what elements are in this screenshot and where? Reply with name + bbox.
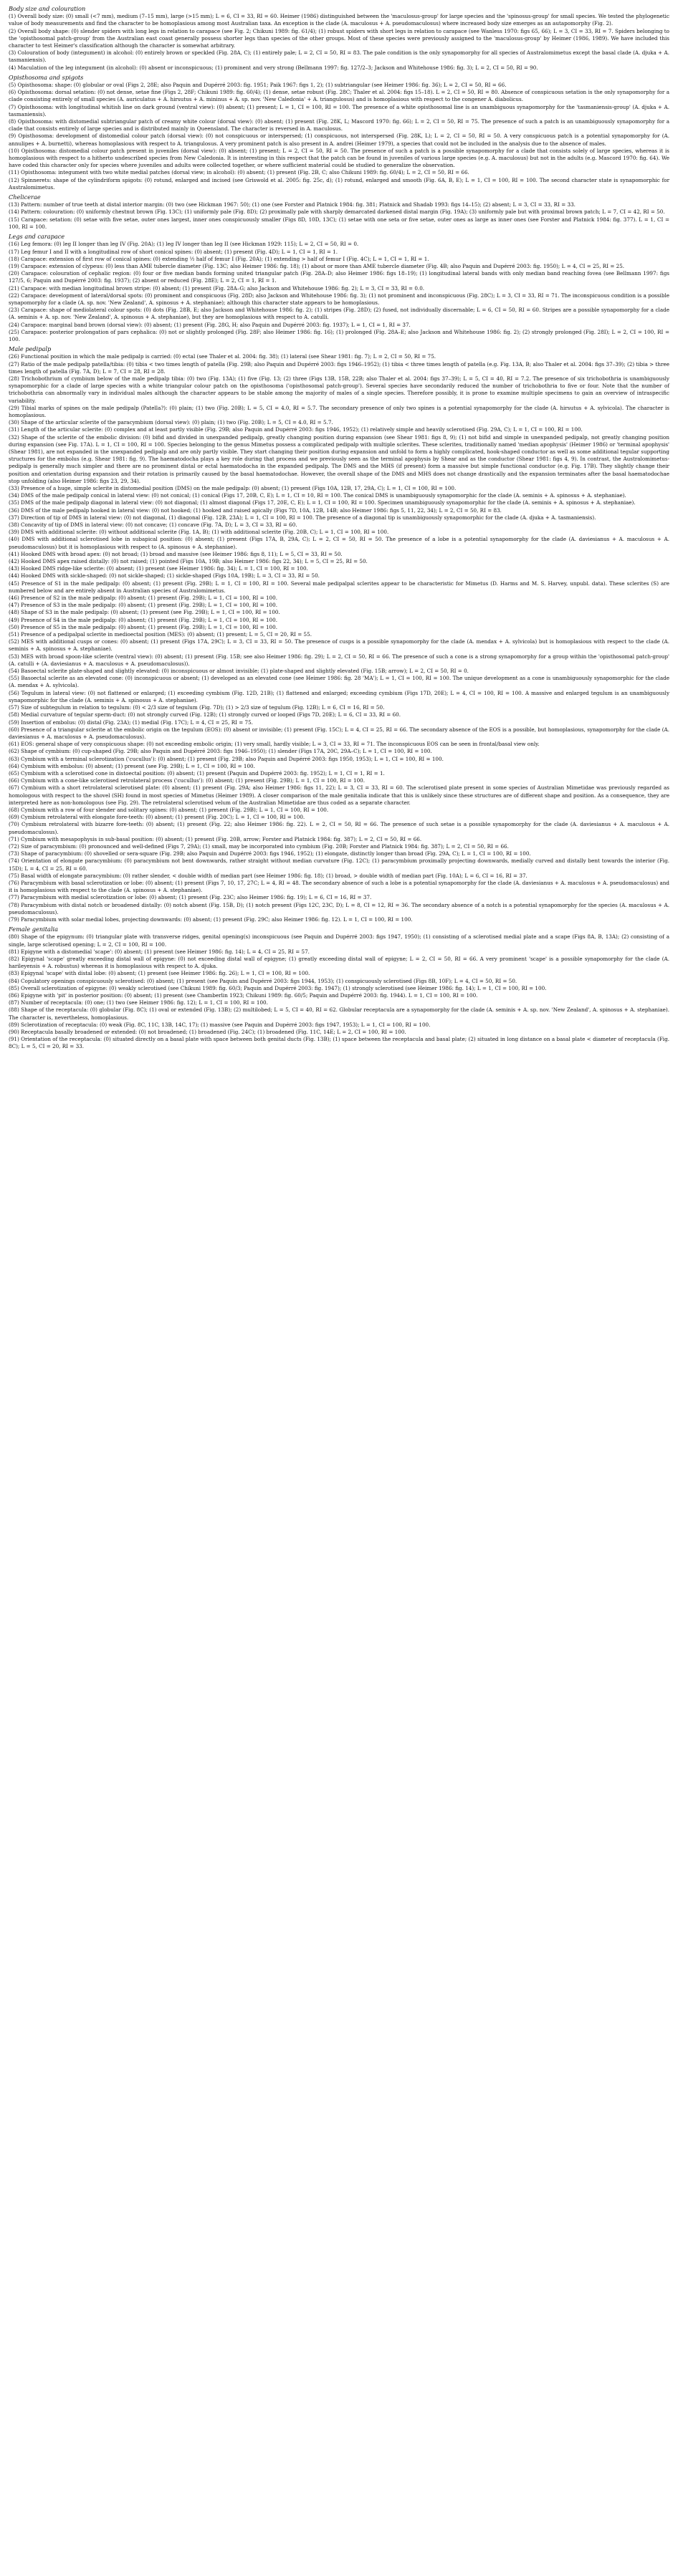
section-heading: Legs and carapace (9, 233, 65, 241)
character-entry: (77) Paracymbium with medial sclerotization or lobe: (0) absent; (1) present (Fig. 23C; also Heimer 1986: fig. 19); L = 6, CI = 16, RI = 37. (9, 894, 372, 901)
character-entry: (69) Cymbium retrolateral with elongate fore-teeth: (0) absent; (1) present (Fig. 20C); L = 1, CI = 100, RI = 100. (9, 814, 305, 821)
character-entry: (76) Paracymbium with basal sclerotization or lobe: (0) absent; (1) present (Figs 7, 10, 17, 27C; L = 4, RI = 48. The secondary absence of such a lobe is a potential synapomorphy for the clade (A. daviesianus + A. maculosus + A. pseudomaculosus) and it is homoplasious with respect to the clade (A. spinosus + A. stephaniae). (9, 879, 669, 894)
character-entry: (29) Tibial marks of spines on the male pedipalp (Patella?): (0) plain; (1) two (Fig. 20B); L = 5, CI = 4.0, RI = 5.7. The secondary presence of only two spines is a potential synapomorphy for the clade (A. hirsutus + A. sylvicola). The character is homoplasious. (9, 404, 669, 418)
section-heading: Male pedipalp (9, 345, 52, 353)
character-entry: (12) Spinnerets: shape of the cylindriform spigots: (0) rotund, enlarged and incised (see Griswold et al. 2005: fig. 25c, d); (1) rotund, enlarged and smooth (Fig. 6A, B, E); L = 1, CI = 100, RI = 100. The second character state is synapomorphic for Australomimetus. (9, 176, 669, 191)
character-entry: (60) Presence of a triangular sclerite at the embolic origin on the tegulum (EOS): (0) absent or invisible; (1) present (Fig. 15C); L = 4, CI = 25, RI = 66. The secondary absence of the EOS is a possible, but homoplasious, synapomorphy for the clade (A. daviesianus + A. maculosus + A. pseudomaculosus). (9, 726, 669, 740)
character-entry: (73) Shape of paracymbium: (0) shovelled or sera-square (Fig. 29B; also Paquin and Dupérré 2003: figs 1946, 1952); (1) elongate, distinctly longer than broad (Fig. 29A, C); L = 1, CI = 100, RI = 100. (9, 850, 531, 857)
character-entry: (86) Epigyne with 'pit' in posterior position: (0) absent; (1) present (see Chamberlin 1923; Chikuni 1989: fig. 60/5; Paquin and Dupérré 2003: fig. 1944). L = 1, CI = 100, RI = 100. (9, 992, 478, 999)
character-entry: (39) DMS with additional sclerite: (0) without additional sclerite (Fig. 1A, B); (1) with additional sclerite (Fig. 20B, C); L = 1, CI = 100, RI = 100. (9, 529, 389, 536)
character-entry: (80) Shape of the epigynum: (0) triangular plate with transverse ridges, genital opening(s) inconspicuous (see Paquin and Dupérré 2003: figs 1947, 1950); (1) consisting of a sclerotised medial plate and a scape (Figs 8A, B, 13A); (2) consisting of a single, large sclerotised opening; L = 2, CI = 100, RI = 100. (9, 933, 669, 948)
character-entry: (42) Hooked DMS apex raised distally: (0) not raised; (1) pointed (Figs 10A, 19B; also Heimer 1986: figs 22, 34); L = 5, CI = 25, RI = 50. (9, 558, 368, 565)
character-entry: (34) DMS of the male pedipalp conical in lateral view: (0) not conical; (1) conical (Figs 17, 20B, C, E); L = 1, CI = 10, RI = 100. The conical DMS is unambiguously synapomorphic for the clade (A. seminis + A. spinosus + A. stephaniae). (9, 492, 626, 499)
character-entry: (89) Sclerotization of receptacula: (0) weak (Fig. 8C, 11C, 13B, 14C, 17); (1) massive (see Paquin and Dupérré 2003: figs 1947, 1953); L = 1, CI = 100, RI = 100. (9, 1021, 431, 1028)
character-entry: (40) DMS with additional sclerotised lobe in subapical position: (0) absent; (1) present (Figs 17A, B, 29A, C); L = 2, CI = 50, RI = 50. The presence of a lobe is a potential synapomorphy for the clade (A. daviesianus + A. maculosus + A. pseudomaculosus) but it is homoplasious with respect to (A. spinosus + A. stephaniae). (9, 536, 669, 550)
character-entry: (31) Length of the articular sclerite: (0) complex and at least partly visible (Fig. 29B; also Paquin and Dupérré 2003: figs 1946, 1952); (1) relatively simple and heavily sclerotised (Fig. 29A, C); L = 1, CI = 100, RI = 100. (9, 426, 583, 433)
character-entry: (10) Opisthosoma: distomedial colour patch present in juveniles (dorsal view): (0) absent; (1) present; L = 2, CI = 50, RI = 50. The presence of such a patch is a possible synapomorphy for a clade that consists solely of large species, whereas it is homoplasious with respect to a hitherto undescribed species from New Caledonia. It is interesting in this respect that the patch can be found in juveniles of various large species (e.g. A. maculosus) but not in the adults (e.g. Mascord 1970: fig. 64). We have coded this character only for species where juveniles and adults were collected together, or where sufficient material could be studied to generalize the observation. (9, 147, 669, 169)
character-entry: (37) Direction of tip of DMS in lateral view: (0) not diagonal, (1) diagonal (Fig. 12B, 23A); L = 1, CI = 100, RI = 100. The presence of a diagonal tip is unambiguously synapomorphic for the clade (A. djuka + A. tasmaniensis). (9, 514, 596, 521)
character-entry: (46) Presence of S2 in the male pedipalp: (0) absent; (1) present (Fig. 29B); L = 1, CI = 100, RI = 100. (9, 595, 277, 602)
character-entry: (33) Presence of a huge, simple sclerite in distomedial position (DMS) on the male pedipalp: (0) absent; (1) present (Figs 10A, 12B, 17, 29A, C); L = 1, CI = 100, RI = 100. (9, 485, 457, 491)
character-entry: (85) Overall sclerotization of epigyne: (0) weakly sclerotised (see Chikuni 1989: fig. 60/3; Paquin and Dupérré 2003: fig. 1947); (1) strongly sclerotised (see Heimer 1986: fig. 14); L = 1, CI = 100, RI = 100. (9, 984, 547, 991)
character-entry: (63) Cymbium with a terminal sclerotization ('cucullus'): (0) absent; (1) present (Fig. 29B; also Paquin and Dupérré 2003: figs 1950, 1953); L = 1, CI = 100, RI = 100. (9, 755, 444, 762)
character-entry: (14) Pattern: colouration: (0) uniformly chestnut brown (Fig. 13C); (1) uniformly pale (Fig. 8D); (2) proximally pale with sharply demarcated darkened distal margin (Fig. 19A); (3) uniformly pale but with proximal brown patch; L = 7, CI = 42, RI = 50. (9, 208, 665, 216)
character-entry: (11) Opisthosoma: integument with two white medial patches (dorsal view; in alcohol): (0) absent; (1) present (Fig. 2B, C; also Chikuni 1989: fig. 60/4); L = 2, CI = 50, RI = 66. (9, 169, 469, 176)
character-entry: (3) Colouration of body (integument) in alcohol: (0) entirely brown or speckled (Fig. 28A, C); (1) entirely pale; L = 2, CI = 50, RI = 83. The pale condition is the only synapomorphy for all species of Australomimetus except the basal clade (A. djuka + A. tasmaniensis). (9, 49, 669, 64)
character-entry: (64) Cymbium with embolus: (0) absent; (1) present (see Fig. 29B); L = 1, CI = 100, RI = 100. (9, 762, 255, 769)
character-entry: (21) Carapace: with median longitudinal brown stripe: (0) absent; (1) present (Fig. 28A–G; also Jackson and Whitehouse 1986: fig. 2); L = 3, CI = 33, RI = 0.0. (9, 284, 425, 292)
document-page (0, 0, 678, 1051)
character-entry: (47) Presence of S3 in the male pedipalp: (0) absent; (1) present (Fig. 29B); L = 1, CI = 100, RI = 100. (9, 602, 277, 609)
character-entry: (19) Carapace: extension of clypeus: (0) less than AME tubercle diameter (Fig. 13C; also Heimer 1986: fig. 18); (1) about or more than AME tubercle diameter (Fig. 4B; also Paquin and Dupérré 2003: fig. 1950); L = 4, CI = 25, RI = 25. (9, 262, 625, 269)
character-entry: (83) Epigynal 'scape' with distal lobe: (0) absent; (1) present (see Heimer 1986: fig. 26); L = 1, CI = 100, RI = 100. (9, 970, 310, 977)
character-entry: (79) Paracymbium with solar medial lobes, projecting downwards: (0) absent; (1) present (Fig. 29C; also Heimer 1986: fig. 12). L = 1, CI = 100, RI = 100. (9, 915, 413, 923)
character-entry: (87) Number of receptacula: (0) one; (1) two (see Heimer 1986: fig. 12); L = 1, CI = 100, RI = 100. (9, 999, 268, 1006)
character-entry: (18) Carapace: extension of first row of conical spines: (0) extending ½ half of femur I (Fig. 20A); (1) extending > half of femur I (Fig. 4C); L = 1, CI = 1, RI = 1. (9, 255, 429, 262)
character-entry: (17) Leg femur I and II with a longitudinal row of short conical spines: (0) absent; (1) present (Fig. 4D); L = 1, CI = 1, RI = 1. (9, 248, 338, 255)
character-entry: (7) Opisthosoma: with longitudinal whitish line on dark ground (ventral view): (0) absent; (1) present; L = 1, CI = 100, RI = 100. The presence of a white opisthosomal line is an unambiguous synapomorphy for the 'tasmaniensis-group' (A. djuka + A. tasmaniensis). (9, 103, 669, 117)
character-entry: (67) Cymbium with a short retrolateral sclerotised plate: (0) absent; (1) present (Fig. 29A; also Heimer 1986: figs 11, 22); L = 3, CI = 33, RI = 60. The sclerotised plate present in some species of Australian Mimetidae was previously regarded as homologous with respect to the shovel (SH) found in most species of Mimetus (Heimer 1989). A closer comparison of the male genitalia indicate that this is unlikely since these structures are of different shape and position. As a consequence, they are interpreted here as non-homologous (see Fig. 29). The retrolateral sclerotised velum of the Australian Mimetidae are thus coded as a separate character. (9, 784, 669, 806)
section-heading: Body size and colouration (9, 5, 86, 12)
character-entry: (32) Shape of the sclerite of the embolic division: (0) bifid and divided in unexpanded pedipalp, greatly changing position during expansion (see Shear 1981: figs 8, 9); (1) not bifid and simple in unexpanded pedipalp, not greatly changing position during expansion (see Fig. 17A). L = 1, CI = 100, RI = 100. Species belonging to the genus Mimetus possess a complicated pedipalp with multiple sclerites. These sclerites, traditionally named 'median apophysis' (Heimer 1986) or 'terminal apophysis' (Shear 1981), are not expanded in the unexpanded pedipalp and are only partly visible. They start changing their position during expansion and unfold to form a highly complicated, hook-shaped conductor as well as some additional tegular supporting structures for the embolus (e.g. Shear 1981: fig. 9). The haematodocha plays a key role during that process and we previously seen as the terminal apophysis by Shear and as the conductor (Shear 1981: figs 4, 9). In contrast, the Australomimetus-pedipalp is generally much simpler and there are no prominent distal or ectal haematodocha in the expanded pedipalp. The DMS and the MHS (if present) form a massive but simple functional conductor (e.g. Fig. 17B). They slightly change their position and orientation during expansion and their rotation is primarily caused by the basal haematodochae. However, the overall shape of the DMS and MHS does not change drastically and the expansion terminates after the basal haematodochae stop unfolding (also Heimer 1986: figs 23, 29, 34). (9, 433, 669, 484)
character-entry: (54) Basoectal sclerite plate-shaped and slightly elevated: (0) inconspicuous or almost invisible; (1) plate-shaped and slightly elevated (Fig. 15B; arrow); L = 2, CI = 50, RI = 0. (9, 668, 469, 675)
character-entry: (52) MES with additional cusps or cones: (0) absent; (1) present (Figs 17A, 29C); L = 3, CI = 33, RI = 50. The presence of cusps is a possible synapomorphy for the clade (A. mendax + A. sylvicola) but is homoplasious with respect to the clade (A. seminis + A. spinosus + A. stephaniae). (9, 638, 669, 653)
character-entry: (68) Cymbium with a row of four slender and solitary spines: (0) absent; (1) present (Fig. 29B); L = 1, CI = 100, RI = 100. (9, 806, 329, 813)
character-entry: (16) Leg femora: (0) leg II longer than leg IV (Fig. 20A); (1) leg IV longer than leg II (see Hickman 1929: 115); L = 2, CI = 50, RI = 0. (9, 241, 359, 248)
character-entry: (49) Presence of S4 in the male pedipalp: (0) absent; (1) present (Fig. 29B); L = 1, CI = 100, RI = 100. (9, 616, 277, 623)
character-entry: (82) Epigynal 'scape' greatly exceeding distal wall of epigyne: (0) not exceeding distal wall of epigyne; (1) greatly exceeding distal wall of epigyne; L = 2, CI = 50, RI = 66. A very prominent 'scape' is a possible synapomorphy for the clade (A. harileyensis + A. robustus) whereas it is homoplasious with respect to A. djuka. (9, 956, 669, 970)
character-entry: (59) Insertion of embolus: (0) distal (Fig. 23A); (1) medial (Fig. 17C); L = 4, CI = 25, RI = 75. (9, 719, 253, 726)
character-entry: (35) DMS of the male pedipalp diagonal in lateral view: (0) not diagonal; (1) almost diagonal (Figs 17, 20E, C, E); L = 1, CI = 100, RI = 100. Specimen unambiguously synapomorphic for the clade (A. seminis + A. spinosus + A. stephaniae). (9, 499, 636, 506)
character-entry: (84) Copulatory openings conspicuously sclerotised: (0) absent; (1) present (see Paquin and Dupérré 2003: figs 1944, 1953); (1) conspicuously sclerotised (Figs 8B, 10F); L = 4, CI = 50, RI = 50. (9, 977, 517, 984)
character-entry: (78) Paracymbium with distal notch or broadened distally: (0) notch absent (Fig. 15B, D); (1) notch present (Figs 12C, 23C, D); L = 8, CI = 12, RI = 36. The secondary absence of a notch is a potential synapomorphy for the species (A. maculosus + A. pseudomaculosus). (9, 901, 669, 915)
character-entry: (20) Carapace: colouration of cephalic region: (0) four or five median bands forming united triangular patch (Fig. 28A–D; also Heimer 1986: figs 18–19); (1) longitudinal lateral bands with only median band reaching fovea (see Bellmann 1997: figs 127/5, 6; Paquin and Dupérré 2003: fig. 1937); (2) absent or reduced (Fig. 28E); L = 2, CI = 1, RI = 1. (9, 270, 669, 284)
character-entry: (81) Epigyne with a distomedial 'scape': (0) absent; (1) present (see Heimer 1986: fig. 14); L = 4, CI = 25, RI = 57. (9, 948, 310, 955)
character-entry: (56) Tegulum in lateral view: (0) not flattened or enlarged; (1) exceeding cymbium (Fig. 12D, 21B); (1) flattened and enlarged; exceeding cymbium (Figs 17D, 20E); L = 4, CI = 100, RI = 100. A massive and enlarged tegulum is an unambiguously synapomorphic for the clade (A. seminis + A. spinosus + A. stephaniae). (9, 689, 669, 703)
character-entry: (1) Overall body size: (0) small (<7 mm), medium (7–15 mm), large (>15 mm); L = 6, CI = 33, RI = 60. Heimer (1986) distinguished between the 'maculosus-group' for large species and the 'spinosus-group' for small species. We tested the phylogenetic value of body measurements and find the character to be homoplasious among most Australian taxa. An exception is the clade (A. maculosus + A. pseudomaculosus) where increased body size emerges as an autapomorphy (Fig. 2). (9, 13, 669, 27)
character-entry: (36) DMS of the male pedipalp hooked in lateral view: (0) not hooked; (1) hooked and raised apically (Figs 7D, 10A, 12B, 14B; also Heimer 1986: figs 5, 11, 22, 34); L = 2, CI = 50, RI = 83. (9, 506, 502, 514)
character-entry: (8) Opisthosoma: with distomedial subtriangular patch of creamy white colour (dorsal view): (0) absent; (1) present (Fig. 28K, L; Mascord 1970: fig. 66); L = 2, CI = 50, RI = 75. The presence of such a patch is an unambiguously synapomorphy for a clade that consists entirely of large species and is distributed mainly in Queensland. The character is reversed in A. maculosus. (9, 118, 669, 133)
character-entry: (41) Hooked DMS with broad apex: (0) not broad; (1) broad and massive (see Heimer 1986: figs 8, 11); L = 5, CI = 33, RI = 50. (9, 550, 343, 557)
character-entry: (9) Opisthosoma: development of distomedial colour patch (dorsal view): (0) not conspicuous or interspersed; (1) conspicuous, not interspersed (Fig. 28K, L); L = 2, CI = 50, RI = 50. A very conspicuous patch is a potential synapomorphy for (A. annulipes + A. burnetti), whereas homoplasious with respect to A. triangulosus. A very prominent patch is also present in A. andrei (Heimer 1979), a species that could not be included in the analysis due to the absence of males. (9, 133, 669, 147)
character-entry: (53) MES with broad spoon-like sclerite (ventral view): (0) absent; (1) present (Fig. 15B; see also Heimer 1986: fig. 29); L = 2, CI = 50, RI = 66. The presence of such a cone is a strong synapomorphy for a group within the 'opisthosomal patch-group' (A. catulli + (A. daviesianus + A. maculosus + A. pseudomaculosus)). (9, 653, 669, 667)
character-entry: (44) Hooked DMS with sickle-shaped: (0) not sickle-shaped; (1) sickle-shaped (Figs 10A, 19B); L = 3, CI = 33, RI = 50. (9, 572, 320, 580)
character-entry: (65) Cymbium with a sclerotised cone in distoectal position: (0) absent; (1) present (Paquin and Dupérré 2003: fig. 1952); L = 1, CI = 1, RI = 1. (9, 769, 385, 777)
character-entry: (25) Carapace: posterior prolongation of pars cephalica: (0) not or slightly prolonged (Fig. 28F; also Heimer 1986: fig. 16); (1) prolonged (Fig. 28A–E; also Jackson and Whitehouse 1986: fig. 2); (2) strongly prolonged (Fig. 28I); L = 2, CI = 100, RI = 100. (9, 328, 669, 342)
character-entry: (61) EOS: general shape of very conspicuous shape: (0) not exceeding embolic origin; (1) very small, hardly visible; L = 3, CI = 33, RI = 71. The inconspicuous EOS can be seen in frontal/basal view only. (9, 741, 540, 748)
character-entry: (26) Functional position in which the male pedipalp is carried: (0) ectal (see Thaler et al. 2004: fig. 38); (1) lateral (see Shear 1981: fig. 7); L = 2, CI = 50, RI = 75. (9, 353, 436, 360)
character-entry: (57) Size of subtegulum in relation to tegulum: (0) < 2/3 size of tegulum (Fig. 7D); (1) > 2/3 size of tegulum (Fig. 12B); L = 6, CI = 16, RI = 50. (9, 704, 385, 711)
character-entry: (38) Concavity of tip of DMS in lateral view: (0) not concave; (1) concave (Fig. 7A, D); L = 3, CI = 33, RI = 60. (9, 522, 297, 529)
character-entry: (91) Orientation of the receptacula: (0) situated directly on a basal plate with space between both genital ducts (Fig. 13B); (1) space between the receptacula and basal plate; (2) situated in long distance on a basal plate < diameter of receptacula (Fig. 8C); L = 5, CI = 20, RI = 33. (9, 1036, 669, 1050)
character-entry: (48) Shape of S3 in the male pedipalp: (0) absent; (1) present (see Fig. 29B); L = 1, CI = 100, RI = 100. (9, 609, 280, 616)
character-entry: (55) Basoectal sclerite as an elevated cone: (0) inconspicuous or absent; (1) developed as an elevated cone (see Heimer 1986: fig. 28 'MA'); L = 1, CI = 100, RI = 100. The unique development as a cone is unambiguously synapomorphic for the clade (A. mendax + A. sylvicola). (9, 675, 669, 689)
character-entry: (62) Shape of cymbium: (0) cup-shaped (Fig. 29B; also Paquin and Dupérré 2003: figs 1946–1950); (1) slender (Figs 17A, 20C, 29A–C); L = 1, CI = 100, RI = 100. (9, 748, 432, 755)
character-entry: (70) Cymbium retrolateral with bizarre fore-teeth: (0) absent; (1) present (Fig. 22; also Heimer 1986: fig. 22). L = 2, CI = 50, RI = 66. The presence of such setae is a possible synapomorphy for the clade (A. daviesianus + A. maculosus + A. pseudomaculosus). (9, 821, 669, 835)
character-entry: (24) Carapace: marginal band brown (dorsal view): (0) absent; (1) present (Fig. 28G, H; also Paquin and Dupérré 2003: fig. 1937); L = 1, CI = 1, RI = 37. (9, 321, 411, 328)
character-entry: (71) Cymbium with mesapophysis in sub-basal position: (0) absent; (1) present (Fig. 20B, arrow; Forster and Platnick 1984: fig. 387); L = 2, CI = 50, RI = 66. (9, 835, 422, 842)
character-entry: (4) Maculation of the leg integument (in alcohol): (0) absent or inconspicuous; (1) prominent and very strong (Bellmann 1997: fig. 127/2–3; Jackson and Whitehouse 1986: fig. 3); L = 2, CI = 50, RI = 90. (9, 64, 538, 71)
character-entry: (75) Basal width of elongate paracymbium: (0) rather slender, < double width of median part (see Heimer 1986: fig. 18); (1) broad, > double width of median part (Fig. 10A); L = 6, CI = 16, RI = 37. (9, 872, 527, 879)
character-entry: (66) Cymbium with a cone-like sclerotised retrolateral process ('cucullus'): (0) absent; (1) present (Fig. 29B); L = 1, CI = 100, RI = 100. (9, 777, 366, 784)
character-entry: (5) Opisthosoma: shape: (0) globular or oval (Figs 2, 28E; also Paquin and Dupérré 2003: fig. 1951; Paik 1967: figs 1, 2); (1) subtriangular (see Heimer 1986: fig. 36); L = 2, CI = 50, RI = 66. (9, 82, 507, 89)
character-entry: (51) Presence of a pedipalpal sclerite in medioectal position (MES): (0) absent; (1) present; L = 5, CI = 20, RI = 55. (9, 631, 312, 638)
character-entry: (6) Opisthosoma: dorsal setation: (0) not dense, setae fine (Figs 2, 28F; Chikuni 1989: fig. 60/4); (1) dense, setae robust (Fig. 28C; Thaler et al. 2004: figs 15–18). L = 2, CI = 50, RI = 80. Absence of conspicuous setation is the only synapomorphy for a clade consisting entirely of small species (A. auriculatus + A. hirsutus + A. mininus + A. sp. nov. 'New Caledonia' + A. triangulosus) and is homoplasious with respect to the congener A. diabolicus. (9, 89, 669, 103)
character-entry: (88) Shape of the receptacula: (0) globular (Fig. 8C); (1) oval or extended (Fig. 13B); (2) multilobed; L = 5, CI = 40, RI = 62. Globular receptacula are a synapomorphy for the clade (A. seminis + A. sp. nov. 'New Zealand', A. spinosus + A. stephaniae). The character is, nevertheless, homoplasious. (9, 1006, 669, 1021)
character-entry: (28) Trichobothrium of cymbium below of the male pedipalp tibia: (0) two (Fig. 13A); (1) five (Fig. 13; (2) three (Figs 13B, 15B, 22B; also Thaler et al. 2004: figs 37–39); L = 5, CI = 40, RI = 7.2. The presence of six trichobothria is unambiguously synapomorphic for a clade of large species with a white triangular colour patch on the opisthosoma ('opisthosomal patch-group'). Several species have secondarily reduced the number of trichobothria to five or four. Note that the number of trichobothria can abnormally vary in individual males although the character appears to be stable among the majority of males of a single species. Therefore possibly, it is prone to examine multiple specimens to gain an overview of intraspecific variability. (9, 375, 669, 404)
character-entry: (74) Orientation of elongate paracymbium: (0) paracymbium not bent downwards, rather straight without median curvature (Fig. 12C); (1) paracymbium proximally projecting downwards, medially curved and distally bent towards the interior (Fig. 15D); L = 4, CI = 25, RI = 60. (9, 857, 669, 872)
section-heading: Opisthosoma and spigots (9, 73, 84, 81)
character-entry: (27) Ratio of the male pedipalp patella/tibia: (0) tibia < two times length of patella (Fig. 29B; also Paquin and Dupérré 2003: figs 1946–1952); (1) tibia < three times length of patella (e.g. Fig. 13A, B; also Thaler et al. 2004: figs 37–39); (2) tibia > three times length of patella (Fig. 7A, D); L = 7, CI = 28, RI = 28. (9, 360, 669, 375)
character-entry: (45) Presence of S1 in the male pedipalp: (0) absent; (1) present (Fig. 29B); L = 1, CI = 100, RI = 100. Several male pedipalpal sclerites appear to be characteristic for Mimetus (D. Harms and M. S. Harvey, unpubl. data). These sclerites (S) are numbered below and are entirely absent in Australian species of Australomimetus. (9, 580, 669, 594)
character-entry: (30) Shape of the articular sclerite of the paracymbium (dorsal view): (0) plain; (1) two (Fig. 20B); L = 5, CI = 4.0, RI = 5.7. (9, 419, 333, 426)
section-heading: Chelicerae (9, 193, 41, 201)
character-entry: (43) Hooked DMS ridge-like sclerite: (0) absent; (1) present (see Heimer 1986: fig. 34); L = 1, CI = 100, RI = 100. (9, 565, 308, 572)
character-entry: (2) Overall body shape: (0) slender spiders with long legs in relation to carapace (see Fig. 2; Chikuni 1989: fig. 61/4); (1) robust spiders with short legs in relation to carapace (see Wanless 1970: figs 65, 66); L = 3, CI = 33, RI = 7. Spiders belonging to the 'opisthosomal patch-group' from the Australian east coast generally possess shorter legs than species of the other groups. Most of these species were previously assigned to the 'maculosus-group' by Heimer (1986, 1989). We have included this character to test Heimer's classification although the character is somewhat arbitrary. (9, 27, 669, 49)
character-entry: (15) Carapace: setation: (0) setae with five setae, outer ones largest, inner ones conspicuously smaller (Figs 8D, 10D, 13C); (1) setae with one seta or five setae, outer ones as large as inner ones (see Forster and Platnick 1984: fig. 377). L = 1, CI = 100, RI = 100. (9, 216, 669, 230)
character-entry: (50) Presence of S5 in the male pedipalp: (0) absent; (1) present (Fig. 29B); L = 1, CI = 100, RI = 100. (9, 623, 277, 630)
character-entry: (13) Pattern: number of true teeth at distal interior margin: (0) two (see Hickman 1967: 50); (1) one (see Forster and Platnick 1984: fig. 381; Platnick and Shadab 1993: figs 14–15); (2) absent; L = 3, CI = 33, RI = 33. (9, 201, 576, 208)
character-entry: (90) Receptacula basally broadened or extended: (0) not broadened; (1) broadened (Fig. 24C); (1) broadened (Fig. 11C, 14E; L = 2, CI = 100, RI = 100. (9, 1029, 406, 1036)
character-entry: (58) Medial curvature of tegular sperm-duct: (0) not strongly curved (Fig. 12B); (1) strongly curved or looped (Figs 7D, 20E); L = 6, CI = 33, RI = 60. (9, 711, 401, 719)
section-heading: Female genitalia (9, 926, 59, 933)
character-entry: (23) Carapace: shape of mediolateral colour spots: (0) dots (Fig. 28B, E; also Jackson and Whitehouse 1986: fig. 2); (1) stripes (Fig. 28D); (2) fused, not individually discernable; L = 6, CI = 50, RI = 60. Stripes are a possible synapomorphy for a clade (A. seminis + A. sp. nov. 'New Zealand', A. spinosus + A. stephaniae), but they are homoplasious with respect to A. catulli. (9, 307, 669, 321)
character-entry: (22) Carapace: development of lateral/dorsal spots: (0) prominent and conspicuous (Fig. 28D; also Jackson and Whitehouse 1986: fig. 3); (1) not prominent and inconspicuous (Fig. 28C); L = 3, CI = 33, RI = 71. The inconspicuous condition is a possible synapomorphy for a clade (A. sp. nov. 'New Zealand', A. spinosus + A. stephaniae); although this character state appears to be homoplasious. (9, 292, 669, 306)
character-entry: (72) Size of paracymbium: (0) pronounced and well-defined (Figs 7, 29A); (1) small, may be incorporated into cymbium (Fig. 20B; Forster and Platnick 1984: fig. 387); L = 2, CI = 50, RI = 66. (9, 842, 509, 850)
